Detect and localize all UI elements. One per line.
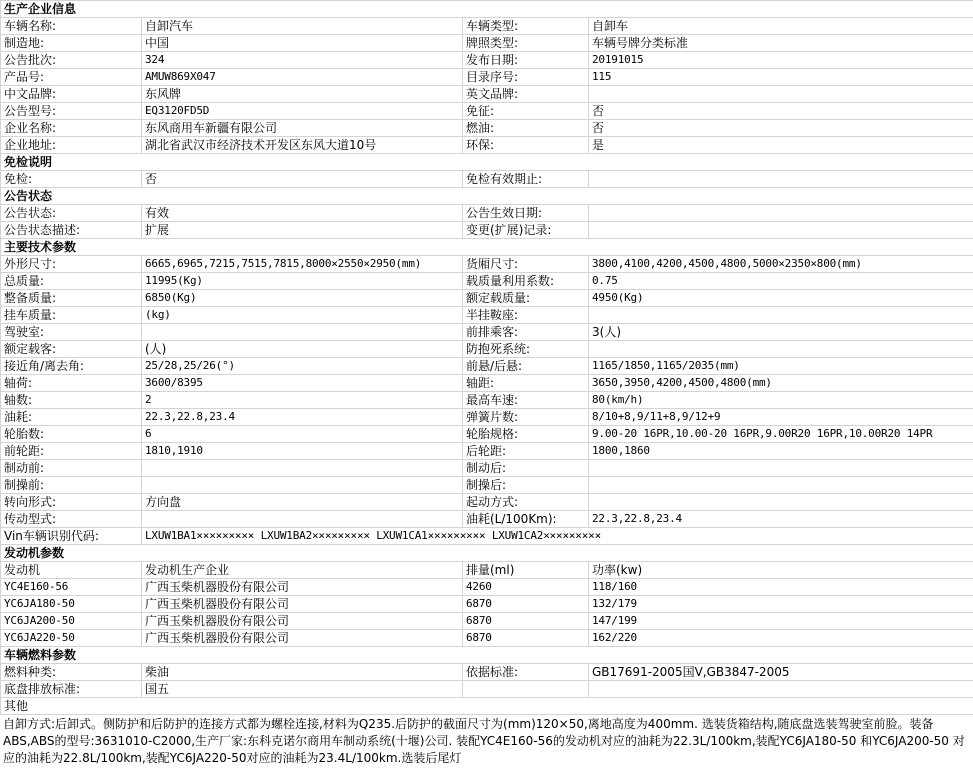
spec-row: [1, 256, 973, 273]
spec-field-value: [589, 86, 973, 103]
spec-field-label: 车辆名称:: [1, 18, 142, 35]
spec-field-value: 东风商用车新疆有限公司: [142, 120, 463, 137]
vin-row: [1, 528, 973, 545]
engine-row: [1, 596, 973, 613]
spec-field-label: 车辆类型:: [463, 18, 589, 35]
spec-row: [1, 392, 973, 409]
spec-field-value: AMUW869X047: [142, 69, 463, 86]
spec-field-value: 湖北省武汉市经济技术开发区东风大道10号: [142, 137, 463, 154]
spec-field-value: 3800,4100,4200,4500,4800,5000×2350×800(mm): [589, 256, 973, 273]
spec-field-label: 燃油:: [463, 120, 589, 137]
spec-field-value: 6: [142, 426, 463, 443]
engine-field-label: YC6JA220-50: [1, 630, 142, 647]
spec-field-label: 中文品牌:: [1, 86, 142, 103]
engine-field-value: 132/179: [589, 596, 973, 613]
fuel-section-heading-title: 车辆燃料参数: [1, 647, 973, 664]
engine-field-value: 147/199: [589, 613, 973, 630]
engine-header-field-label: 发动机: [1, 562, 142, 579]
spec-field-value: [589, 307, 973, 324]
engine-header-field-value: 功率(kw): [589, 562, 973, 579]
spec-field-value: 1165/1850,1165/2035(mm): [589, 358, 973, 375]
spec-row: [1, 375, 973, 392]
spec-field-label: 油耗(L/100Km):: [463, 511, 589, 528]
spec-field-value: 6665,6965,7215,7515,7815,8000×2550×2950(mm): [142, 256, 463, 273]
spec-field-value: [589, 460, 973, 477]
spec-field-value: 6850(Kg): [142, 290, 463, 307]
spec-field-label: 起动方式:: [463, 494, 589, 511]
spec-field-value: 3600/8395: [142, 375, 463, 392]
spec-field-label: 轴距:: [463, 375, 589, 392]
spec-field-label: 载质量利用系数:: [463, 273, 589, 290]
spec-field-value: 25/28,25/26(°): [142, 358, 463, 375]
spec-row: [1, 426, 973, 443]
spec-field-label: 公告生效日期:: [463, 205, 589, 222]
spec-field-value: 11995(Kg): [142, 273, 463, 290]
spec-field-label: 企业名称:: [1, 120, 142, 137]
spec-field-value: 22.3,22.8,23.4: [589, 511, 973, 528]
spec-field-label: 免检:: [1, 171, 142, 188]
spec-field-value: [142, 511, 463, 528]
spec-field-label: 制操后:: [463, 477, 589, 494]
section-heading-title: 主要技术参数: [1, 239, 973, 256]
fuel-field-value: [589, 681, 973, 698]
spec-row: [1, 86, 973, 103]
spec-field-value: 1810,1910: [142, 443, 463, 460]
engine-field-label: 6870: [463, 596, 589, 613]
spec-field-value: [142, 460, 463, 477]
spec-field-value: 否: [589, 103, 973, 120]
spec-field-value: 20191015: [589, 52, 973, 69]
other-notes: 自卸方式:后卸式。侧防护和后防护的连接方式都为螺栓连接,材料为Q235.后防护的截面尺寸为(mm)120×50,离地高度为400mm. 选装货箱结构,随底盘选装驾驶室前脸。装备ABS,ABS的型号:3631010-C2000,生产厂家:东科克诺尔商用车制动系统(十堰)公司. 装配YC4E160-56的发动机对应的油耗为22.3L/100km,装配YC6JA180-50 和YC6JA200-50 对应的油耗为22.8L/100km,装配YC6JA220-50对应的油耗为23.4L/100km.选装后尾灯: [3, 717, 965, 765]
spec-field-label: 挂车质量:: [1, 307, 142, 324]
spec-field-value: 8/10+8,9/11+8,9/12+9: [589, 409, 973, 426]
spec-field-value: 是: [589, 137, 973, 154]
engine-row: [1, 630, 973, 647]
spec-row: [1, 171, 973, 188]
spec-field-label: 防抱死系统:: [463, 341, 589, 358]
spec-row: [1, 341, 973, 358]
spec-field-label: 发布日期:: [463, 52, 589, 69]
engine-field-label: YC4E160-56: [1, 579, 142, 596]
spec-field-label: 弹簧片数:: [463, 409, 589, 426]
fuel-field-label: 依据标准:: [463, 664, 589, 681]
spec-field-value: [142, 477, 463, 494]
section-heading: [1, 1, 973, 18]
spec-field-label: 公告状态描述:: [1, 222, 142, 239]
spec-field-label: 接近角/离去角:: [1, 358, 142, 375]
engine-field-label: 6870: [463, 630, 589, 647]
spec-row: [1, 205, 973, 222]
spec-field-label: 额定载客:: [1, 341, 142, 358]
other-heading-row: [1, 698, 973, 715]
engine-row: [1, 579, 973, 596]
spec-field-label: 牌照类型:: [463, 35, 589, 52]
spec-field-value: EQ3120FD5D: [142, 103, 463, 120]
spec-row: [1, 69, 973, 86]
fuel-field-value: 国五: [142, 681, 463, 698]
spec-field-label: 前轮距:: [1, 443, 142, 460]
spec-field-label: 油耗:: [1, 409, 142, 426]
spec-field-label: 外形尺寸:: [1, 256, 142, 273]
spec-field-value: [589, 494, 973, 511]
spec-field-value: 扩展: [142, 222, 463, 239]
spec-field-label: 制动后:: [463, 460, 589, 477]
spec-field-label: 变更(扩展)记录:: [463, 222, 589, 239]
spec-row: [1, 18, 973, 35]
fuel-field-value: 柴油: [142, 664, 463, 681]
vin-label: Vin车辆识别代码:: [1, 528, 142, 545]
engine-field-value: 广西玉柴机器股份有限公司: [142, 579, 463, 596]
spec-field-label: 驾驶室:: [1, 324, 142, 341]
spec-row: [1, 52, 973, 69]
vin-value: LXUW1BA1××××××××× LXUW1BA2××××××××× LXUW1CA1××××××××× LXUW1CA2×××××××××: [142, 528, 973, 545]
spec-field-value: [589, 222, 973, 239]
engine-row: [1, 613, 973, 630]
engine-field-value: 广西玉柴机器股份有限公司: [142, 596, 463, 613]
fuel-row: [1, 664, 973, 681]
spec-field-value: 1800,1860: [589, 443, 973, 460]
spec-field-label: 传动型式:: [1, 511, 142, 528]
spec-field-value: (kg): [142, 307, 463, 324]
fuel-field-label: 底盘排放标准:: [1, 681, 142, 698]
spec-field-label: 制造地:: [1, 35, 142, 52]
engine-header-field-label: 排量(ml): [463, 562, 589, 579]
spec-field-value: 3(人): [589, 324, 973, 341]
spec-field-value: 车辆号牌分类标准: [589, 35, 973, 52]
spec-field-value: 324: [142, 52, 463, 69]
spec-field-value: 自卸车: [589, 18, 973, 35]
spec-field-value: [589, 171, 973, 188]
section-heading: [1, 154, 973, 171]
spec-row: [1, 494, 973, 511]
spec-field-value: 有效: [142, 205, 463, 222]
spec-field-label: 轴数:: [1, 392, 142, 409]
section-heading: [1, 239, 973, 256]
spec-field-value: 否: [589, 120, 973, 137]
section-heading-title: 公告状态: [1, 188, 973, 205]
engine-field-label: YC6JA200-50: [1, 613, 142, 630]
spec-field-value: 方向盘: [142, 494, 463, 511]
spec-row: [1, 409, 973, 426]
spec-row: [1, 137, 973, 154]
spec-field-label: 整备质量:: [1, 290, 142, 307]
engine-field-value: 162/220: [589, 630, 973, 647]
spec-field-value: 115: [589, 69, 973, 86]
spec-field-value: [589, 205, 973, 222]
spec-field-value: 否: [142, 171, 463, 188]
spec-field-value: [589, 477, 973, 494]
spec-row: [1, 290, 973, 307]
spec-field-label: 目录序号:: [463, 69, 589, 86]
spec-field-value: [142, 324, 463, 341]
spec-field-label: 产品号:: [1, 69, 142, 86]
section-heading-title: 免检说明: [1, 154, 973, 171]
spec-field-label: 转向形式:: [1, 494, 142, 511]
spec-field-label: 制动前:: [1, 460, 142, 477]
spec-row: [1, 460, 973, 477]
fuel-field-value: GB17691-2005国Ⅴ,GB3847-2005: [589, 664, 973, 681]
fuel-field-label: [463, 681, 589, 698]
spec-field-value: (人): [142, 341, 463, 358]
spec-field-value: 中国: [142, 35, 463, 52]
fuel-field-label: 燃料种类:: [1, 664, 142, 681]
spec-row: [1, 511, 973, 528]
spec-row: [1, 307, 973, 324]
spec-field-label: 总质量:: [1, 273, 142, 290]
vehicle-info-body: [1, 1, 973, 715]
engine-section-heading: [1, 545, 973, 562]
spec-field-label: 后轮距:: [463, 443, 589, 460]
spec-field-value: 自卸汽车: [142, 18, 463, 35]
spec-field-label: 轮胎数:: [1, 426, 142, 443]
engine-header-field-value: 发动机生产企业: [142, 562, 463, 579]
spec-row: [1, 324, 973, 341]
spec-field-label: 半挂鞍座:: [463, 307, 589, 324]
engine-section-heading-title: 发动机参数: [1, 545, 973, 562]
spec-row: [1, 120, 973, 137]
other-heading: 其他: [1, 698, 973, 715]
spec-field-label: 公告批次:: [1, 52, 142, 69]
spec-field-label: 公告型号:: [1, 103, 142, 120]
spec-field-label: 前排乘客:: [463, 324, 589, 341]
spec-row: [1, 477, 973, 494]
spec-field-label: 公告状态:: [1, 205, 142, 222]
spec-field-label: 免检有效期止:: [463, 171, 589, 188]
spec-field-label: 轴荷:: [1, 375, 142, 392]
section-heading: [1, 188, 973, 205]
spec-field-label: 企业地址:: [1, 137, 142, 154]
engine-field-label: 6870: [463, 613, 589, 630]
spec-field-label: 前悬/后悬:: [463, 358, 589, 375]
spec-field-label: 最高车速:: [463, 392, 589, 409]
engine-field-label: YC6JA180-50: [1, 596, 142, 613]
spec-field-label: 免征:: [463, 103, 589, 120]
section-heading-title: 生产企业信息: [1, 1, 973, 18]
spec-row: [1, 103, 973, 120]
spec-field-value: 9.00-20 16PR,10.00-20 16PR,9.00R20 16PR,10.00R20 14PR: [589, 426, 973, 443]
engine-field-value: 广西玉柴机器股份有限公司: [142, 613, 463, 630]
spec-field-value: 2: [142, 392, 463, 409]
spec-field-label: 环保:: [463, 137, 589, 154]
spec-field-label: 英文品牌:: [463, 86, 589, 103]
spec-field-value: 3650,3950,4200,4500,4800(mm): [589, 375, 973, 392]
engine-field-value: 118/160: [589, 579, 973, 596]
engine-header-row: [1, 562, 973, 579]
spec-row: [1, 443, 973, 460]
spec-field-label: 轮胎规格:: [463, 426, 589, 443]
spec-row: [1, 273, 973, 290]
fuel-section-heading: [1, 647, 973, 664]
engine-field-label: 4260: [463, 579, 589, 596]
spec-field-value: 0.75: [589, 273, 973, 290]
spec-field-label: 货厢尺寸:: [463, 256, 589, 273]
spec-field-label: 制操前:: [1, 477, 142, 494]
spec-field-value: 东风牌: [142, 86, 463, 103]
spec-field-label: 额定载质量:: [463, 290, 589, 307]
spec-field-value: 22.3,22.8,23.4: [142, 409, 463, 426]
fuel-row: [1, 681, 973, 698]
spec-row: [1, 35, 973, 52]
spec-field-value: [589, 341, 973, 358]
spec-field-value: 80(km/h): [589, 392, 973, 409]
spec-field-value: 4950(Kg): [589, 290, 973, 307]
spec-row: [1, 358, 973, 375]
spec-row: [1, 222, 973, 239]
engine-field-value: 广西玉柴机器股份有限公司: [142, 630, 463, 647]
